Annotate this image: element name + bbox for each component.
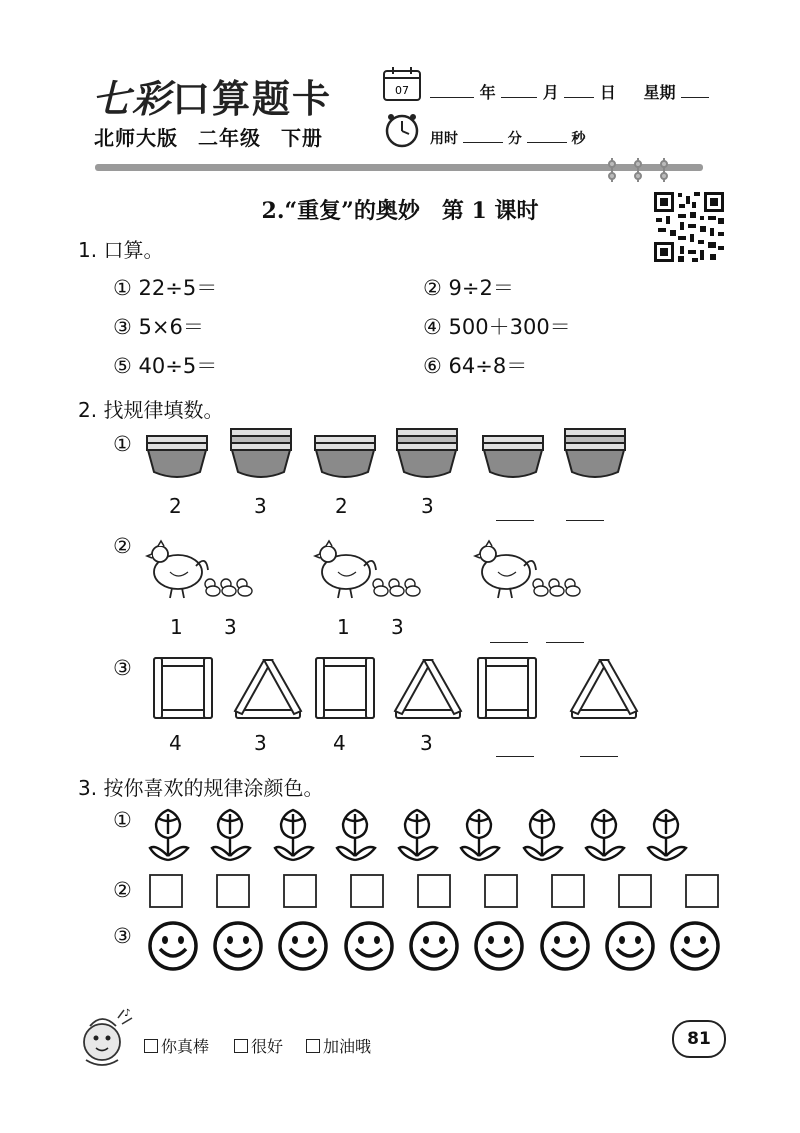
row-3-number: 4 xyxy=(169,731,182,755)
page-number: 81 xyxy=(672,1020,726,1058)
answer-blank[interactable] xyxy=(580,754,618,757)
brand-title xyxy=(92,68,332,123)
answer-blank[interactable] xyxy=(496,518,534,521)
hen-group xyxy=(475,541,580,598)
bowl-stack-2 xyxy=(315,436,375,477)
color-square xyxy=(351,875,383,907)
stick-triangle xyxy=(395,660,461,718)
row-1-mark: ① xyxy=(113,432,132,456)
row-2-mark: ② xyxy=(113,534,132,558)
answer-blank[interactable] xyxy=(490,640,528,643)
hen-chick-pattern xyxy=(140,534,610,602)
smiley-face xyxy=(476,923,522,969)
row-2-number: 3 xyxy=(391,615,404,639)
rating-checkbox[interactable] xyxy=(144,1039,158,1053)
tulip xyxy=(586,810,624,860)
year-label: 年 xyxy=(479,83,496,102)
row-1-number: 2 xyxy=(335,494,348,518)
calendar-day: 07 xyxy=(395,84,409,97)
color-row-3-mark: ③ xyxy=(113,924,132,948)
svg-text:♪: ♪ xyxy=(124,1008,131,1019)
stick-triangle xyxy=(571,660,637,718)
stick-square xyxy=(478,658,536,718)
bead-decoration xyxy=(600,156,680,184)
problem-3: ③ 5×6＝ xyxy=(113,315,204,339)
smiley-row xyxy=(140,918,730,976)
tulip xyxy=(399,810,437,860)
stick-square xyxy=(154,658,212,718)
time-line xyxy=(430,128,586,148)
answer-blank[interactable] xyxy=(496,754,534,757)
color-square xyxy=(686,875,718,907)
stick-square xyxy=(316,658,374,718)
problem-5: ⑤ 40÷5＝ xyxy=(113,354,218,378)
answer-blank[interactable] xyxy=(566,518,604,521)
problem-1: ① 22÷5＝ xyxy=(113,276,218,300)
tulip xyxy=(275,810,313,860)
smiley-face xyxy=(280,923,326,969)
row-3-number: 3 xyxy=(254,731,267,755)
smiley-face xyxy=(215,923,261,969)
brand-part-1: 七彩 xyxy=(92,76,173,121)
row-1-number: 3 xyxy=(254,494,267,518)
row-2-number: 1 xyxy=(337,615,350,639)
tulip xyxy=(461,810,499,860)
color-square xyxy=(418,875,450,907)
grade-label: 二年级 xyxy=(197,126,261,150)
rating-checkbox[interactable] xyxy=(306,1039,320,1053)
hen-group xyxy=(147,541,252,598)
color-row-2-mark: ② xyxy=(113,878,132,902)
smiley-face xyxy=(411,923,457,969)
problem-2: ② 9÷2＝ xyxy=(423,276,514,300)
clock-icon xyxy=(382,112,422,148)
color-square xyxy=(150,875,182,907)
color-row-1-mark: ① xyxy=(113,808,132,832)
problem-6: ⑥ 64÷8＝ xyxy=(423,354,528,378)
row-1-number: 3 xyxy=(421,494,434,518)
edition-info xyxy=(94,122,335,151)
answer-blank[interactable] xyxy=(546,640,584,643)
hen-group xyxy=(315,541,420,598)
square-row xyxy=(140,872,730,912)
bowl-stack-3 xyxy=(397,429,457,477)
calendar-icon xyxy=(382,66,422,102)
date-line xyxy=(430,80,709,103)
color-square xyxy=(217,875,249,907)
tulip xyxy=(212,810,250,860)
tulip xyxy=(150,810,188,860)
rating-option[interactable]: 很好 xyxy=(234,1034,283,1057)
rating-option[interactable]: 你真棒 xyxy=(144,1034,209,1057)
rating-option[interactable]: 加油哦 xyxy=(306,1034,371,1057)
bowl-stack-3 xyxy=(565,429,625,477)
smiley-face xyxy=(672,923,718,969)
row-3-mark: ③ xyxy=(113,656,132,680)
smiley-face xyxy=(607,923,653,969)
volume-label: 下册 xyxy=(280,126,323,150)
bowl-stack-2 xyxy=(483,436,543,477)
tulip xyxy=(524,810,562,860)
smiley-face xyxy=(542,923,588,969)
problem-4: ④ 500＋300＝ xyxy=(423,315,571,339)
bowl-pattern xyxy=(140,424,650,484)
row-2-number: 3 xyxy=(224,615,237,639)
rating-checkbox[interactable] xyxy=(234,1039,248,1053)
section-2-title: 2. 找规律填数。 xyxy=(78,398,224,422)
stick-pattern xyxy=(140,652,660,722)
row-1-number: 2 xyxy=(169,494,182,518)
row-3-number: 4 xyxy=(333,731,346,755)
weekday-label: 星期 xyxy=(643,83,676,102)
color-square xyxy=(284,875,316,907)
month-label: 月 xyxy=(542,83,559,102)
row-3-number: 3 xyxy=(420,731,433,755)
time-used-label: 用时 xyxy=(430,131,458,147)
row-2-number: 1 xyxy=(170,615,183,639)
tulip-row xyxy=(140,804,700,864)
mascot-illustration xyxy=(72,1004,138,1068)
brand-part-2: 口算题卡 xyxy=(172,76,333,121)
publisher-label: 北师大版 xyxy=(94,126,178,150)
bowl-stack-3 xyxy=(231,429,291,477)
tulip xyxy=(337,810,375,860)
smiley-face xyxy=(150,923,196,969)
minute-label: 分 xyxy=(507,131,522,147)
day-label: 日 xyxy=(599,83,616,102)
color-square xyxy=(619,875,651,907)
second-label: 秒 xyxy=(571,131,586,147)
bowl-stack-2 xyxy=(147,436,207,477)
tulip xyxy=(648,810,686,860)
lesson-title: 2.“重复”的奥妙 第 1 课时 xyxy=(261,198,539,224)
section-3-title: 3. 按你喜欢的规律涂颜色。 xyxy=(78,776,324,800)
smiley-face xyxy=(346,923,392,969)
color-square xyxy=(552,875,584,907)
color-square xyxy=(485,875,517,907)
section-1-title: 1. 口算。 xyxy=(78,238,164,262)
stick-triangle xyxy=(235,660,301,718)
